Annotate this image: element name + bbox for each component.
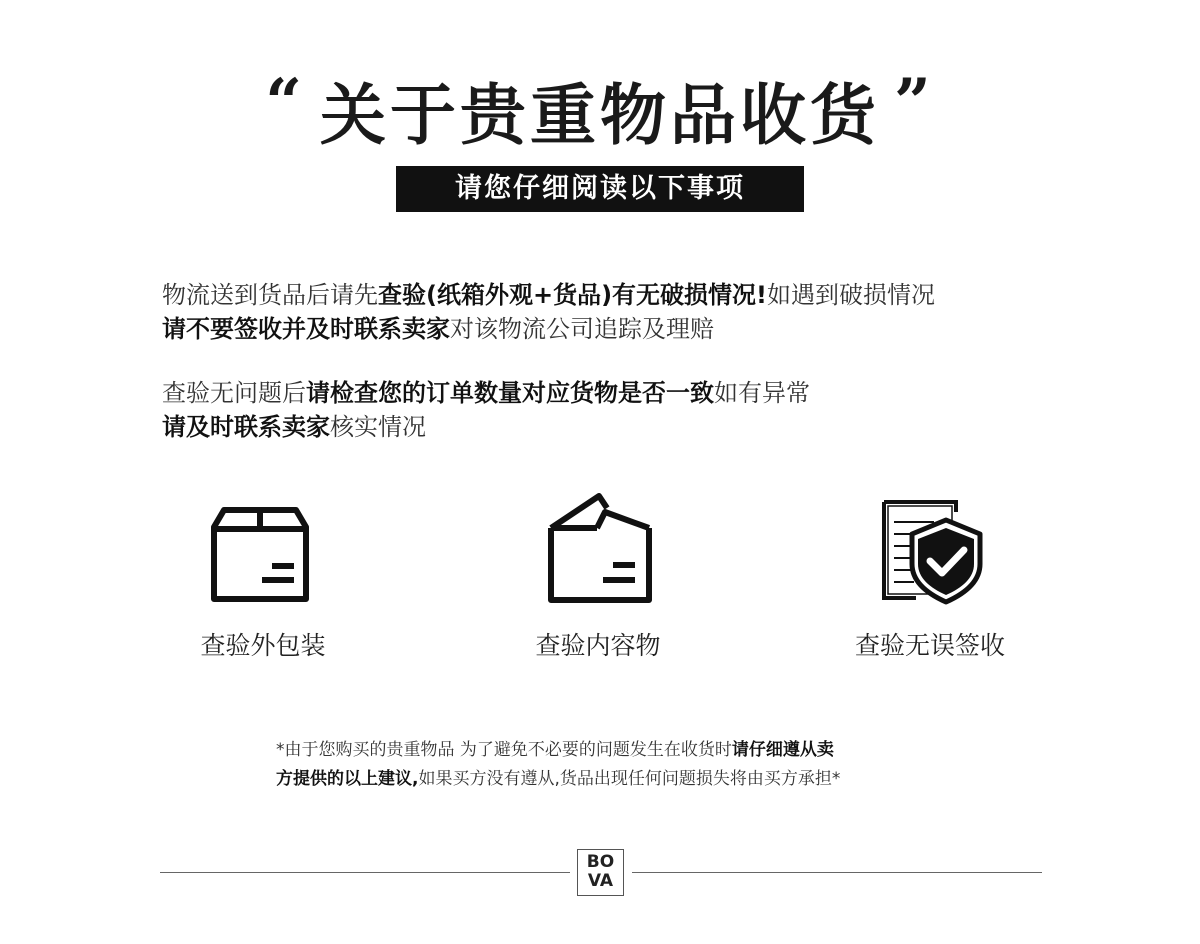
closed-box-icon [208, 505, 312, 605]
text-bold: 请仔细遵从卖 [731, 740, 834, 760]
text-normal: 查验无问题后 [162, 379, 306, 407]
paragraph-inspection [162, 278, 935, 346]
brand-logo [577, 849, 624, 896]
footer-divider-left [160, 872, 570, 873]
footer-divider-right [632, 872, 1042, 873]
text-normal: 如有异常 [714, 379, 810, 407]
text-normal: *由于您购买的贵重物品 为了避免不必要的问题发生在收货时 [276, 740, 732, 760]
open-quote: “ [265, 65, 306, 140]
title-text: 关于贵重物品收货 [320, 77, 880, 154]
logo-text-top: BO [586, 852, 615, 872]
logo-text-bottom: VA [587, 871, 614, 891]
text-normal: 物流送到货品后请先 [162, 281, 378, 309]
text-normal: 如遇到破损情况 [767, 281, 935, 309]
text-bold: 请及时联系卖家 [162, 413, 330, 441]
step-label-sign: 查验无误签收 [854, 631, 1005, 660]
page-title [0, 62, 1200, 157]
text-bold: 方提供的以上建议, [276, 769, 419, 789]
footnote-line [276, 765, 936, 794]
step-label-contents: 查验内容物 [535, 631, 661, 660]
paragraph-line [162, 410, 810, 444]
text-bold: 查验(纸箱外观+货品)有无破损情况! [378, 281, 767, 309]
text-bold: 请不要签收并及时联系卖家 [162, 315, 450, 343]
paragraph-line [162, 312, 935, 346]
close-quote: ” [894, 65, 935, 140]
paragraph-quantity-check [162, 376, 810, 444]
text-normal: 对该物流公司追踪及理赔 [450, 315, 714, 343]
step-label-outer-package: 查验外包装 [200, 631, 326, 660]
text-bold: 请检查您的订单数量对应货物是否一致 [306, 379, 714, 407]
footnote-line [276, 736, 936, 765]
paragraph-line [162, 376, 810, 410]
open-box-icon [545, 490, 655, 606]
text-normal: 核实情况 [330, 413, 426, 441]
paragraph-line [162, 278, 935, 312]
text-normal: 如果买方没有遵从,货品出现任何问题损失将由买方承担* [418, 769, 841, 789]
notice-banner: 请您仔细阅读以下事项 [396, 166, 804, 212]
footnote [276, 736, 936, 794]
document-check-icon [876, 498, 988, 606]
